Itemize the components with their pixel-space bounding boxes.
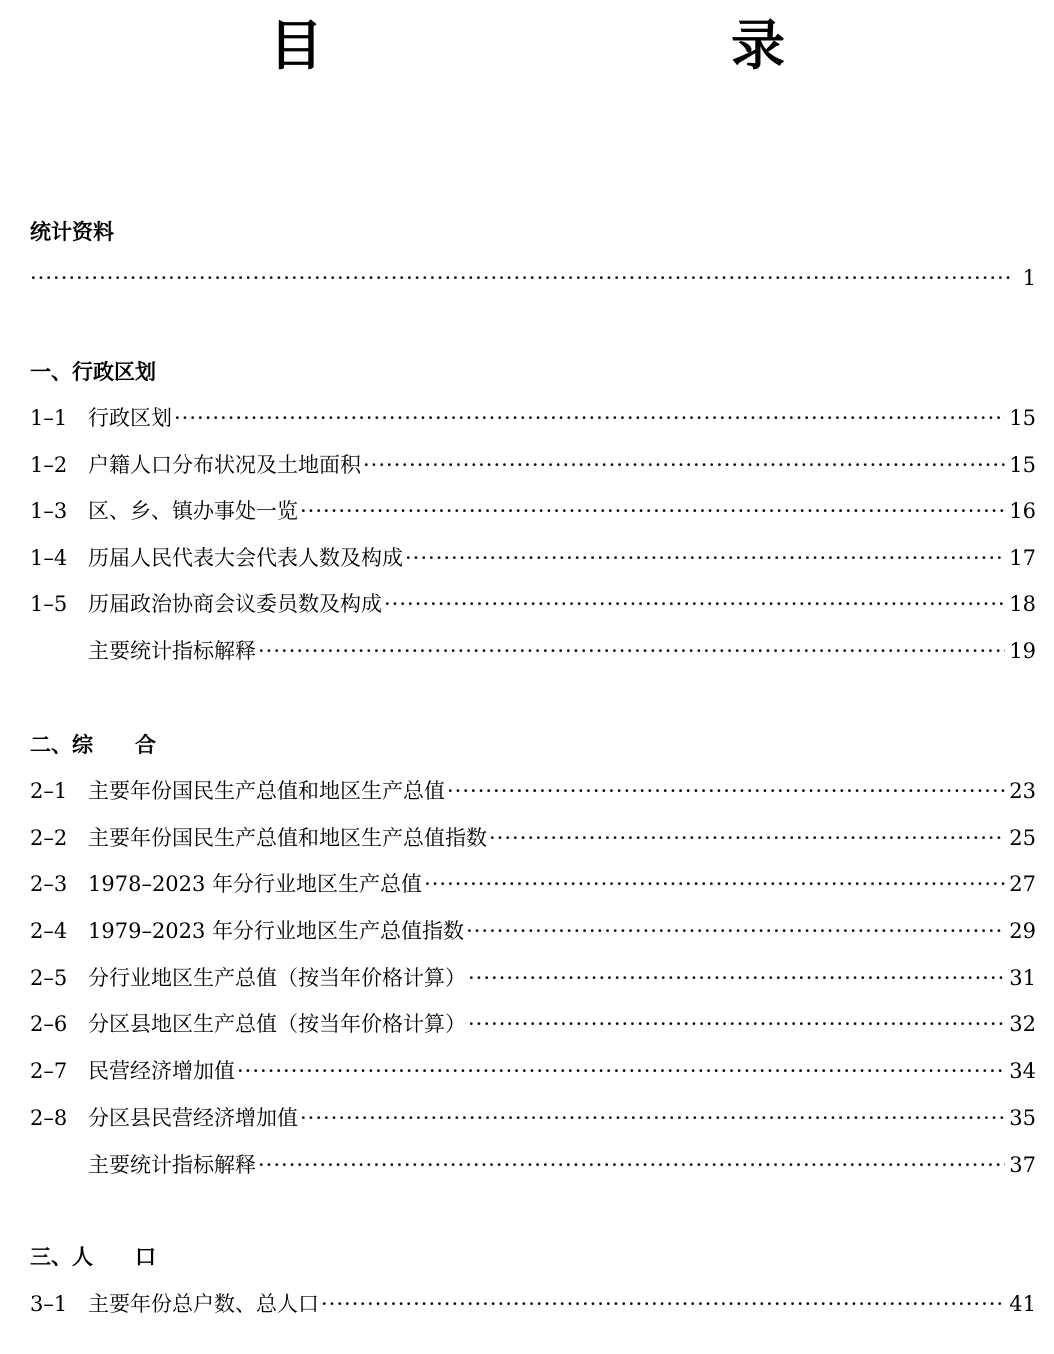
toc-entry-label: 民营经济增加值: [88, 1059, 235, 1084]
dot-leader: [466, 917, 1005, 945]
dot-leader: [363, 451, 1005, 479]
dot-leader: [300, 497, 1005, 525]
toc-entry-number: 2–8: [30, 1105, 68, 1130]
toc-entry-label: 主要统计指标解释: [88, 1152, 256, 1177]
toc-entry-label: 主要年份总户数、总人口: [88, 1292, 319, 1316]
toc-entry-number: 1–4: [30, 545, 68, 570]
toc-entry[interactable]: [30, 497, 1036, 525]
toc-section-2: [30, 731, 1036, 1179]
toc-entry-page: 16: [1009, 499, 1036, 524]
dot-leader: [424, 870, 1005, 898]
toc-entry-label: 历届人民代表大会代表人数及构成: [88, 545, 403, 570]
toc-entry[interactable]: [30, 544, 1036, 572]
page-title: 目 录: [269, 14, 885, 77]
toc-entry-label: 区、乡、镇办事处一览: [88, 499, 298, 524]
toc-entry-number: 1–2: [30, 452, 68, 477]
toc-entry-page: 41: [1009, 1292, 1036, 1316]
toc-entry-page: 34: [1009, 1059, 1036, 1084]
toc-entry-page: 31: [1009, 965, 1036, 990]
toc-entry-page: 32: [1009, 1012, 1036, 1037]
toc-entry-label: 户籍人口分布状况及土地面积: [88, 452, 361, 477]
toc-entry-page: 17: [1009, 545, 1036, 570]
toc-entry-number: 2–7: [30, 1059, 68, 1084]
dot-leader: [30, 264, 1010, 292]
toc-entry-page: 18: [1009, 592, 1036, 617]
toc-entry-label: 分行业地区生产总值（按当年价格计算）: [88, 965, 466, 990]
toc-entry-number: 2–1: [30, 779, 68, 803]
toc-entry-page: 15: [1009, 406, 1036, 430]
toc-entry-number: 2–6: [30, 1012, 68, 1037]
dot-leader: [174, 404, 1005, 432]
toc-entry-number: 3–1: [30, 1292, 68, 1316]
toc-section-3: [30, 1243, 1036, 1318]
toc-entry-page: 27: [1009, 872, 1036, 897]
toc-entry[interactable]: [30, 264, 1036, 292]
toc-entry-page: 15: [1009, 452, 1036, 477]
toc-entry-label: 主要年份国民生产总值和地区生产总值指数: [88, 825, 487, 850]
dot-leader: [489, 824, 1005, 852]
toc-entry-page: 25: [1009, 825, 1036, 850]
toc-entry-page: 19: [1009, 638, 1036, 663]
toc-entry-label: 分区县地区生产总值（按当年价格计算）: [88, 1012, 466, 1037]
dot-leader: [468, 1010, 1005, 1038]
toc-entry-page: 37: [1009, 1152, 1036, 1177]
dot-leader: [384, 590, 1005, 618]
toc-entry-label: 历届政治协商会议委员数及构成: [88, 592, 382, 617]
toc-entry[interactable]: [30, 777, 1036, 805]
dot-leader: [468, 964, 1005, 992]
toc-entry-number: 1–5: [30, 592, 68, 617]
section-heading: 统计资料: [30, 220, 114, 244]
toc-entry-page: 1: [1022, 266, 1036, 290]
toc-section-1: [30, 358, 1036, 665]
toc-entry-explanation[interactable]: [30, 637, 1036, 665]
dot-leader: [258, 1151, 1005, 1179]
dot-leader: [237, 1057, 1005, 1085]
toc-entry-number: 2–2: [30, 825, 68, 850]
section-heading: 三、人 口: [30, 1245, 156, 1269]
toc-entry-number: 2–3: [30, 872, 68, 897]
section-heading: 二、综 合: [30, 733, 156, 757]
toc-entry[interactable]: [30, 870, 1036, 898]
toc-entry[interactable]: [30, 1057, 1036, 1085]
toc-entry-number: 1–3: [30, 499, 68, 524]
toc-entry-label: 行政区划: [88, 406, 172, 430]
dot-leader: [321, 1290, 1005, 1318]
toc-entry-number: 1–1: [30, 406, 68, 430]
toc-entry-label: 主要年份国民生产总值和地区生产总值: [88, 779, 445, 803]
toc-entry[interactable]: [30, 1290, 1036, 1318]
dot-leader: [258, 637, 1005, 665]
toc-section-stats: [30, 218, 1036, 292]
toc-entry-label: 1979–2023 年分行业地区生产总值指数: [88, 919, 465, 944]
toc-entry-page: 35: [1009, 1105, 1036, 1130]
section-heading: 一、行政区划: [30, 360, 156, 384]
toc-entry-label: 1978–2023 年分行业地区生产总值: [88, 872, 423, 897]
toc-entry-label: 主要统计指标解释: [88, 638, 256, 663]
dot-leader: [300, 1104, 1005, 1132]
toc-entry[interactable]: [30, 824, 1036, 852]
toc-entry[interactable]: [30, 917, 1036, 945]
dot-leader: [405, 544, 1005, 572]
toc-entry[interactable]: [30, 1104, 1036, 1132]
toc-entry[interactable]: [30, 451, 1036, 479]
toc-entry[interactable]: [30, 1010, 1036, 1038]
toc-entry-explanation[interactable]: [30, 1151, 1036, 1179]
toc-entry-label: 分区县民营经济增加值: [88, 1105, 298, 1130]
dot-leader: [447, 777, 1005, 805]
toc-entry-number: 2–5: [30, 965, 68, 990]
toc-entry[interactable]: [30, 404, 1036, 432]
toc-entry-page: 29: [1009, 919, 1036, 944]
toc-entry-page: 23: [1009, 779, 1036, 803]
toc-entry[interactable]: [30, 590, 1036, 618]
toc-entry[interactable]: [30, 964, 1036, 992]
toc-entry-number: 2–4: [30, 919, 68, 944]
